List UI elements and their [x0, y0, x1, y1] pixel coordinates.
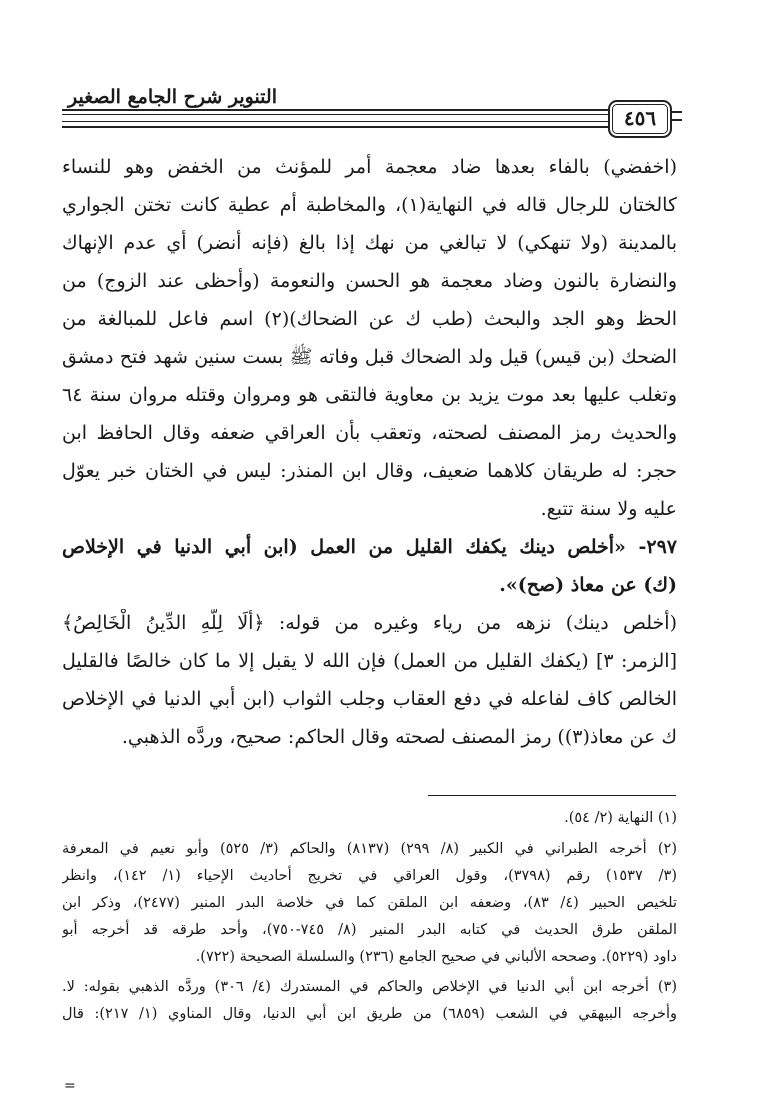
- page-number-frame: [608, 100, 672, 138]
- body-line: بالمدينة (ولا تنهكي) لا تبالغي من نهك إذا بالغ (فإنه أنضر) أي عدم الإنهاك: [62, 232, 677, 254]
- hadith-heading: (ك) عن معاذ (صح)».: [499, 574, 677, 596]
- running-title: التنوير شرح الجامع الصغير: [68, 86, 277, 108]
- body-line: والحديث رمز المصنف لصحته، وتعقب بأن العراقي ضعفه وقال الحافظ ابن: [62, 422, 677, 444]
- footnote-separator: [428, 795, 676, 796]
- header-rule: [62, 126, 651, 128]
- header-rule: [62, 114, 651, 115]
- footnote-line: (١) النهاية (٢/ ٥٤).: [564, 810, 677, 826]
- body-line: ك عن معاذ(٣)) رمز المصنف لصحته وقال الحاكم: صحيح، وردَّه الذهبي.: [121, 726, 677, 748]
- body-line: الحظ وهو الجد والبحث (طب ك عن الضحاك)(٢) اسم فاعل للمبالغة من: [62, 308, 677, 330]
- body-line: (اخفضي) بالفاء بعدها ضاد معجمة أمر للمؤنث من الخفض وهو للنساء: [62, 156, 677, 178]
- body-line: حجر: له طريقان كلاهما ضعيف، وقال ابن المنذر: ليس في الختان خبر يعوّل: [62, 460, 677, 482]
- body-line: الخالص كاف لفاعله في دفع العقاب وجلب الثواب (ابن أبي الدنيا في الإخلاص: [62, 688, 677, 710]
- footnote-line: (٢) أخرجه الطبراني في الكبير (٨/ ٢٩٩) (٨١٣٧) والحاكم (٣/ ٥٢٥) وأبو نعيم في المعرفة: [62, 841, 677, 857]
- body-line: عليه ولا سنة تتبع.: [540, 498, 677, 520]
- footnote-line: (٣) أخرجه ابن أبي الدنيا في الإخلاص والحاكم في المستدرك (٤/ ٣٠٦) وردَّه الذهبي بقوله: لا.: [62, 979, 677, 995]
- footnote-line: (٣/ ١٥٣٧) رقم (٣٧٩٨)، وقول العراقي في تخريج أحاديث الإحياء (١/ ١٤٢)، وانظر: [62, 868, 677, 884]
- header-rule: [62, 121, 651, 122]
- continuation-mark: =: [64, 1078, 76, 1094]
- body-line: والنضارة بالنون وضاد معجمة هو الحسن والنعومة (وأحظى عند الزوج) من: [62, 270, 677, 292]
- footnote-line: الملقن طرق الحديث في كتابه البدر المنير (٨/ ٧٤٥-٧٥٠)، وأحد طرقه قد أخرجه أبو: [62, 922, 677, 938]
- frame-ornament: [670, 111, 682, 123]
- page-number: ٤٥٦: [623, 106, 657, 130]
- header-rule: [62, 109, 651, 111]
- body-line: كالختان للرجال قاله في النهاية(١)، والمخاطبة أم عطية كانت تختن الجواري: [62, 194, 677, 216]
- hadith-heading: ٢٩٧- «أخلص دينك يكفك القليل من العمل (ابن أبي الدنيا في الإخلاص: [62, 536, 677, 558]
- body-line: [الزمر: ٣] (يكفك القليل من العمل) فإن الله لا يقبل إلا ما كان خالصًا فالقليل: [62, 650, 677, 672]
- footnote-line: داود (٥٢٢٩). وصححه الألباني في صحيح الجامع (٢٣٦) والسلسلة الصحيحة (٧٢٢).: [195, 949, 677, 965]
- body-line: الضحك (بن قيس) قيل ولد الضحاك قبل وفاته ﷺ بست سنين شهد فتح دمشق: [62, 346, 677, 368]
- body-line: (أخلص دينك) نزهه من رياء وغيره من قوله: ﴿أَلَا لِلَّهِ الدِّينُ الْخَالِصُ﴾: [62, 612, 677, 634]
- footnote-line: تلخيص الحبير (٤/ ٨٣)، وضعفه ابن الملقن كما في خلاصة البدر المنير (٢٤٧٧)، وذكر ابن: [62, 895, 677, 911]
- footnote-line: وأخرجه البيهقي في الشعب (٦٨٥٩) من طريق ابن أبي الدنيا، وقال المناوي (١/ ٢١٧): قال: [62, 1006, 677, 1022]
- body-line: وتغلب عليها بعد موت يزيد بن معاوية فالتقى هو ومروان وقتله مروان سنة ٦٤: [62, 384, 677, 406]
